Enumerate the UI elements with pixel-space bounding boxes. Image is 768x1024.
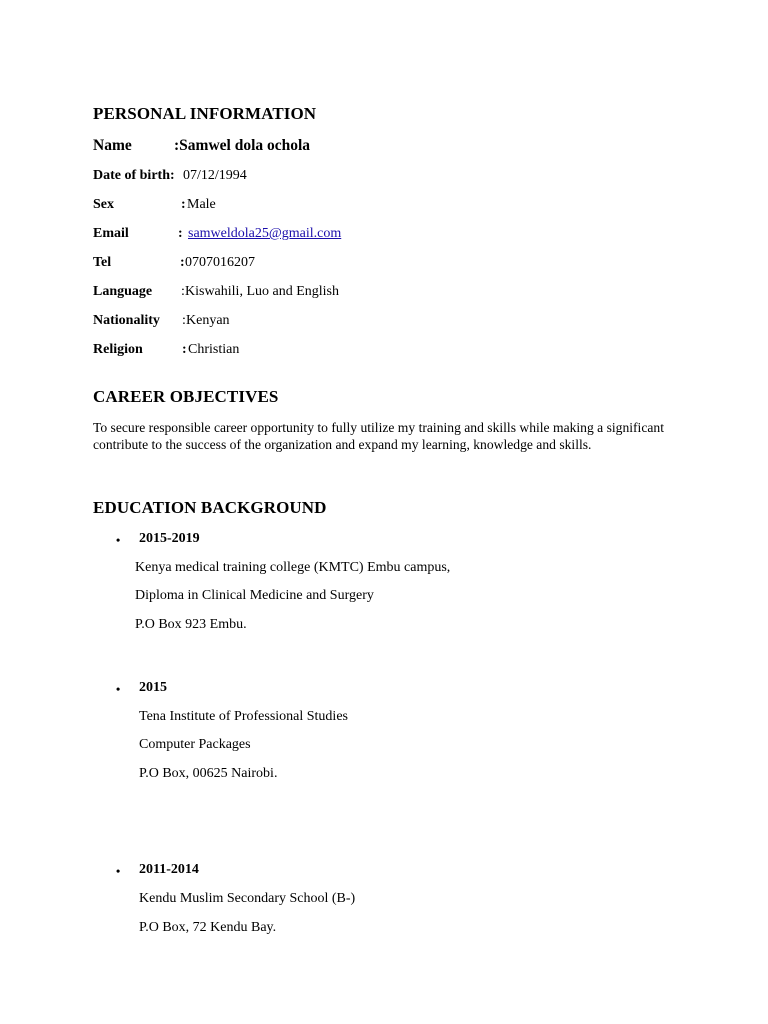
date-of-birth-value: 07/12/1994 <box>183 168 247 183</box>
bullet-icon: • <box>116 864 121 878</box>
tel-colon: : <box>180 255 185 270</box>
name-label: Name <box>93 137 132 154</box>
education-line: P.O Box 923 Embu. <box>135 617 247 632</box>
date-of-birth-label: Date of birth: <box>93 168 175 183</box>
sex-colon: : <box>181 197 186 212</box>
education-line: Kendu Muslim Secondary School (B-) <box>139 891 356 906</box>
personal-information-heading: PERSONAL INFORMATION <box>93 104 317 123</box>
tel-value: 0707016207 <box>185 255 255 270</box>
name-value: :Samwel dola ochola <box>174 137 311 154</box>
religion-value: Christian <box>188 342 240 357</box>
email-colon: : <box>178 226 183 241</box>
language-label: Language <box>93 284 153 299</box>
bullet-icon: • <box>116 533 121 547</box>
education-line: P.O Box, 00625 Nairobi. <box>139 766 278 781</box>
religion-label: Religion <box>93 342 143 357</box>
tel-label: Tel <box>93 255 112 270</box>
education-period: 2011-2014 <box>139 862 199 877</box>
religion-colon: : <box>182 342 187 357</box>
sex-value: Male <box>187 197 216 212</box>
education-line: Kenya medical training college (KMTC) Embu campus, <box>135 560 451 575</box>
nationality-label: Nationality <box>93 313 160 328</box>
nationality-value: Kenyan <box>186 313 230 328</box>
bullet-icon: • <box>116 682 121 696</box>
email-link[interactable]: samweldola25@gmail.com <box>188 226 342 241</box>
education-line: Computer Packages <box>139 737 251 752</box>
education-line: Tena Institute of Professional Studies <box>139 709 348 724</box>
sex-label: Sex <box>93 197 114 212</box>
education-period: 2015 <box>139 680 167 695</box>
career-objectives-text: To secure responsible career opportunity to fully utilize my training and skills while making a significant contribute to the success of the organization and expand my learning, knowledge and skills. <box>93 420 664 453</box>
nationality-colon: : <box>182 313 186 328</box>
career-objectives-heading: CAREER OBJECTIVES <box>93 387 279 406</box>
education-period: 2015-2019 <box>139 531 200 546</box>
language-colon: : <box>181 284 185 299</box>
education-line: P.O Box, 72 Kendu Bay. <box>139 920 277 935</box>
education-line: Diploma in Clinical Medicine and Surgery <box>135 588 374 603</box>
email-label: Email <box>93 226 129 241</box>
language-value: Kiswahili, Luo and English <box>185 284 339 299</box>
education-background-heading: EDUCATION BACKGROUND <box>93 498 327 517</box>
